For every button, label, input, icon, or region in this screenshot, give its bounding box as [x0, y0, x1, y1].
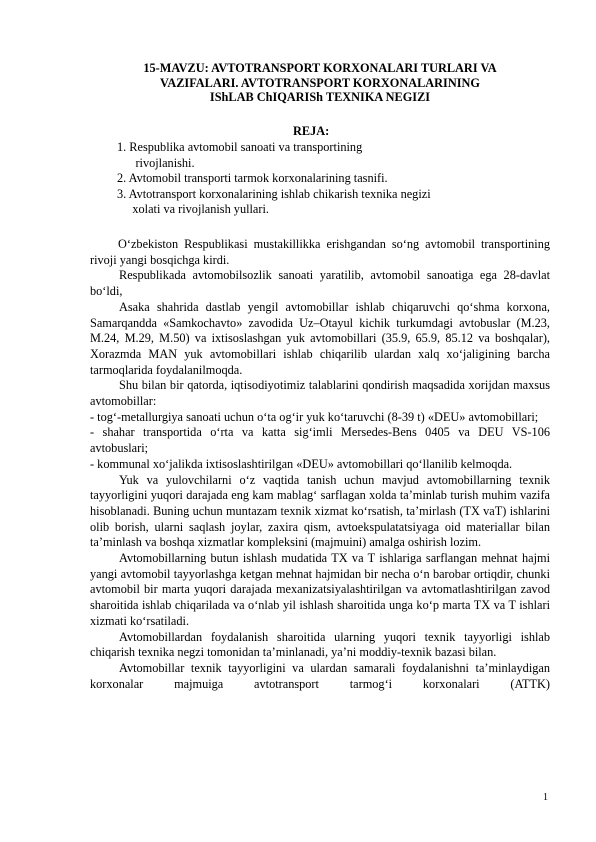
plan-heading: REJA:	[293, 124, 330, 138]
page-number: 1	[543, 792, 548, 803]
plan-item-continuation: rivojlanishi.	[117, 155, 195, 170]
plan-item: 1. Respublika avtomobil sanoati va transportining	[117, 140, 363, 154]
plan-item: 2. Avtomobil transporti tarmok korxonalarining tasnifi.	[117, 171, 388, 186]
paragraph: Avtomobillar texnik tayyorligini va ulardan samarali foydalanishni ta’minlaydigan korxonalar majmuiga avtotransport tarmog‘i korxonalari (ATTK)	[90, 660, 550, 691]
page-title: 15-MAVZU: AVTOTRANSPORT KORXONALARI TURLARI VA VAZIFALARI. AVTOTRANSPORT KORXONALARINING IShLAB ChIQARISh TEXNIKA NEGIZI	[143, 61, 497, 104]
list-item: - shahar transportida o‘rta va katta sig‘imli Mersedes-Bens 0405 va DEU VS-106 avtobuslari;	[90, 425, 550, 456]
paragraph: Avtomobillarning butun ishlash mudatida TX va T ishlariga sarflangan mehnat hajmi yangi avtomobil tayyorlashga ketgan mehnat hajmidan bir necha o‘n barobar ortiqdir, chunki avtomobil bir marta yuqori darajada mexanizatsiyalashtirilgan va avtomatlashtirilgan zavod sharoitida ishlab chiqarilada va o‘nlab yil ishlash sharoitida unga ko‘p marta TX va T ishlari xizmati ko‘rsatiladi.	[90, 551, 550, 628]
paragraph: Respublikada avtomobilsozlik sanoati yaratilib, avtomobil sanoatiga ega 28-davlat bo‘ldi,	[90, 268, 550, 299]
paragraph: O‘zbekiston Respublikasi mustakillikka erishgandan so‘ng avtomobil transportining rivoji yangi bosqichga kirdi.	[90, 237, 550, 267]
list-item: - tog‘-metallurgiya sanoati uchun o‘ta og‘ir yuk ko‘taruvchi (8-39 t) «DEU» avtomobillari;	[90, 409, 539, 424]
body-text	[90, 237, 550, 692]
plan-item: 3. Avtotransport korxonalarining ishlab chikarish texnika negizi	[117, 186, 431, 201]
paragraph: Avtomobillardan foydalanish sharoitida ularning yuqori texnik tayyorligi ishlab chiqarish texnika negzi tomonidan ta’minlanadi, ya’ni moddiy-texnik bazasi bilan.	[90, 629, 550, 660]
plan-list	[117, 140, 517, 218]
plan-item-continuation: xolati va rivojlanish yullari.	[117, 202, 269, 217]
paragraph: Asaka shahrida dastlab yengil avtomobillar ishlab chiqaruvchi qo‘shma korxona, Samarqandda «Samkochavto» zavodida Uz–Otayul kichik turkumdagi avtobuslar (M.23, M.24, M.29, M.50) va ixtisoslashgan yuk avtomobillari (35.9, 65.9, 85.12 va boshqalar), Xorazmda MAN yuk avtomobillari ishlab chiqarilib ulardan xalq xo‘jaligining barcha tarmoqlarida foydalanilmoqda.	[90, 299, 550, 377]
paragraph: Shu bilan bir qatorda, iqtisodiyotimiz talablarini qondirish maqsadida xorijdan maxsus avtomobillar:	[90, 378, 550, 409]
list-item: - kommunal xo‘jalikda ixtisoslashtirilgan «DEU» avtomobillari qo‘llanilib kelmoqda.	[90, 456, 513, 471]
paragraph: Yuk va yulovchilarni o‘z vaqtida tanish uchun mavjud avtomobillarning texnik tayyorligini yuqori darajada eng kam mablag‘ sarflagan xolda ta’minlab turish muhim vazifa hisoblanadi. Buning uchun muntazam texnik xizmat ko‘rsatish, ta’mirlash (TX vaT) ishlarini olib borish, ularni saqlash joylar, zaxira qism, avtoekspulatatsiyaga oid materiallar bilan ta’minlash va boshqa xizmatlar kompleksini (majmuini) amalga oshirish lozim.	[90, 472, 550, 550]
